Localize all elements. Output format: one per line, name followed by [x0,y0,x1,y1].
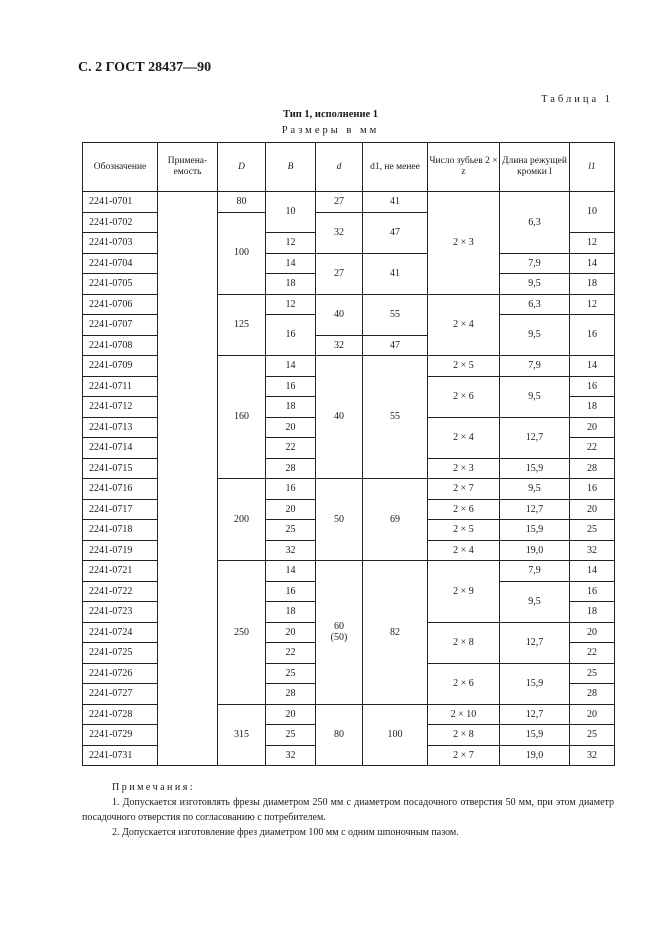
cell-l: 12,7 [500,704,570,725]
header-edge-length: Длина режущей кромки l [500,143,570,192]
cell-designation: 2241-0727 [83,684,158,705]
cell-B: 28 [266,684,316,705]
cell-D: 250 [218,561,266,705]
table-body [83,192,615,766]
cell-B: 16 [266,376,316,397]
cell-l1: 25 [570,520,615,541]
cell-l: 12,7 [500,417,570,458]
cell-designation: 2241-0728 [83,704,158,725]
cell-l: 15,9 [500,663,570,704]
cell-designation: 2241-0707 [83,315,158,336]
cell-l1: 20 [570,499,615,520]
cell-l1: 18 [570,602,615,623]
cell-z: 2 × 4 [428,417,500,458]
cell-designation: 2241-0718 [83,520,158,541]
notes-heading: Примечания: [112,782,196,793]
cell-D: 100 [218,212,266,294]
cell-d: 32 [316,335,363,356]
cell-l: 9,5 [500,315,570,356]
cell-D: 160 [218,356,266,479]
cell-z: 2 × 8 [428,622,500,663]
cell-B: 20 [266,417,316,438]
cell-B: 12 [266,294,316,315]
cell-z: 2 × 7 [428,479,500,500]
cell-D: 80 [218,192,266,213]
cell-z: 2 × 5 [428,520,500,541]
cell-designation: 2241-0719 [83,540,158,561]
table-header-row [83,143,615,192]
cell-l: 15,9 [500,725,570,746]
cell-designation: 2241-0729 [83,725,158,746]
cell-l: 9,5 [500,581,570,622]
cell-designation: 2241-0725 [83,643,158,664]
cell-designation: 2241-0726 [83,663,158,684]
cell-l1: 18 [570,274,615,295]
cell-z: 2 × 4 [428,540,500,561]
cell-d: 60 (50) [316,561,363,705]
cell-z: 2 × 9 [428,561,500,623]
cell-l1: 22 [570,438,615,459]
cell-z: 2 × 3 [428,192,500,295]
cell-designation: 2241-0731 [83,745,158,766]
cell-l1: 25 [570,725,615,746]
cell-designation: 2241-0717 [83,499,158,520]
cell-z: 2 × 7 [428,745,500,766]
cell-d: 40 [316,294,363,335]
cell-B: 25 [266,520,316,541]
cell-l1: 32 [570,745,615,766]
cell-z: 2 × 6 [428,663,500,704]
cell-designation: 2241-0702 [83,212,158,233]
cell-B: 14 [266,561,316,582]
cell-l: 6,3 [500,192,570,254]
cell-d: 27 [316,192,363,213]
cell-l1: 20 [570,622,615,643]
cell-designation: 2241-0703 [83,233,158,254]
page-header: С. 2 ГОСТ 28437—90 [78,60,212,75]
cell-designation: 2241-0701 [83,192,158,213]
cell-D: 200 [218,479,266,561]
cell-l1: 25 [570,663,615,684]
cell-designation: 2241-0724 [83,622,158,643]
cell-z: 2 × 6 [428,376,500,417]
cell-l1: 18 [570,397,615,418]
note-item-2: 2. Допускается изготовление фрез диаметром 100 мм с одним шпоночным пазом. [112,827,459,838]
cell-l1: 32 [570,540,615,561]
cell-designation: 2241-0713 [83,417,158,438]
cell-d1: 100 [363,704,428,766]
cell-designation: 2241-0711 [83,376,158,397]
cell-d1: 41 [363,253,428,294]
cell-B: 14 [266,356,316,377]
cell-d: 50 [316,479,363,561]
cell-l1: 14 [570,253,615,274]
cell-l: 9,5 [500,376,570,417]
header-designation: Обозначение [83,143,158,192]
cell-d1: 55 [363,294,428,335]
cell-d1: 82 [363,561,428,705]
cell-designation: 2241-0712 [83,397,158,418]
cell-z: 2 × 5 [428,356,500,377]
cell-B: 25 [266,725,316,746]
cell-B: 18 [266,397,316,418]
cell-designation: 2241-0723 [83,602,158,623]
cell-l1: 16 [570,376,615,397]
cell-l1: 16 [570,315,615,356]
cell-designation: 2241-0708 [83,335,158,356]
cell-B: 20 [266,499,316,520]
cell-l: 7,9 [500,561,570,582]
cell-D: 125 [218,294,266,356]
cell-B: 16 [266,479,316,500]
cell-l1: 20 [570,417,615,438]
cell-l1: 16 [570,581,615,602]
cell-d: 40 [316,356,363,479]
cell-z: 2 × 6 [428,499,500,520]
header-B: B [266,143,316,192]
header-l1: l1 [570,143,615,192]
table-units: Размеры в мм [281,125,380,136]
cell-B: 32 [266,745,316,766]
cell-B: 20 [266,622,316,643]
cell-designation: 2241-0709 [83,356,158,377]
cell-designation: 2241-0704 [83,253,158,274]
cell-D: 315 [218,704,266,766]
table-row [83,192,615,213]
cell-d1: 47 [363,335,428,356]
cell-l1: 14 [570,561,615,582]
header-teeth: Число зубьев 2 × z [428,143,500,192]
cell-d1: 55 [363,356,428,479]
table-title: Тип 1, исполнение 1 [282,109,379,120]
cell-designation: 2241-0715 [83,458,158,479]
cell-l1: 28 [570,458,615,479]
header-d1: d1, не менее [363,143,428,192]
cell-B: 28 [266,458,316,479]
cell-l: 9,5 [500,274,570,295]
cell-B: 22 [266,438,316,459]
header-D: D [218,143,266,192]
cell-z: 2 × 10 [428,704,500,725]
cell-designation: 2241-0722 [83,581,158,602]
cell-l1: 10 [570,192,615,233]
note-item-1: 1. Допускается изготовлять фрезы диаметром 250 мм с диаметром посадочного отверстия 50 мм, при этом диаметр посадочного отверстия по согласованию с потребителем. [82,797,614,823]
cell-l: 19,0 [500,540,570,561]
cell-designation: 2241-0714 [83,438,158,459]
cell-B: 25 [266,663,316,684]
cell-l: 12,7 [500,499,570,520]
cell-l1: 16 [570,479,615,500]
header-applicability: Примена- емость [158,143,218,192]
table-number: Таблица 1 [541,94,613,105]
cell-l: 7,9 [500,253,570,274]
cell-z: 2 × 8 [428,725,500,746]
cell-l: 6,3 [500,294,570,315]
cell-B: 16 [266,315,316,356]
cell-B: 16 [266,581,316,602]
cell-B: 14 [266,253,316,274]
cell-designation: 2241-0705 [83,274,158,295]
cell-l: 12,7 [500,622,570,663]
cell-B: 20 [266,704,316,725]
cell-B: 32 [266,540,316,561]
cell-B: 18 [266,602,316,623]
cell-d: 80 [316,704,363,766]
cell-l: 9,5 [500,479,570,500]
cell-B: 18 [266,274,316,295]
cell-l1: 22 [570,643,615,664]
cell-d1: 47 [363,212,428,253]
cell-l1: 14 [570,356,615,377]
dimensions-table [82,142,615,766]
header-d: d [316,143,363,192]
cell-designation: 2241-0721 [83,561,158,582]
cell-B: 22 [266,643,316,664]
cell-designation: 2241-0706 [83,294,158,315]
notes-section [82,780,614,840]
cell-l1: 20 [570,704,615,725]
cell-applicability [158,192,218,766]
cell-l: 15,9 [500,458,570,479]
cell-l: 7,9 [500,356,570,377]
cell-designation: 2241-0716 [83,479,158,500]
cell-l1: 12 [570,233,615,254]
cell-l1: 28 [570,684,615,705]
cell-d: 32 [316,212,363,253]
cell-d1: 69 [363,479,428,561]
cell-l1: 12 [570,294,615,315]
cell-l: 19,0 [500,745,570,766]
cell-l: 15,9 [500,520,570,541]
cell-d1: 41 [363,192,428,213]
cell-B: 10 [266,192,316,233]
cell-z: 2 × 4 [428,294,500,356]
cell-d: 27 [316,253,363,294]
cell-B: 12 [266,233,316,254]
cell-z: 2 × 3 [428,458,500,479]
